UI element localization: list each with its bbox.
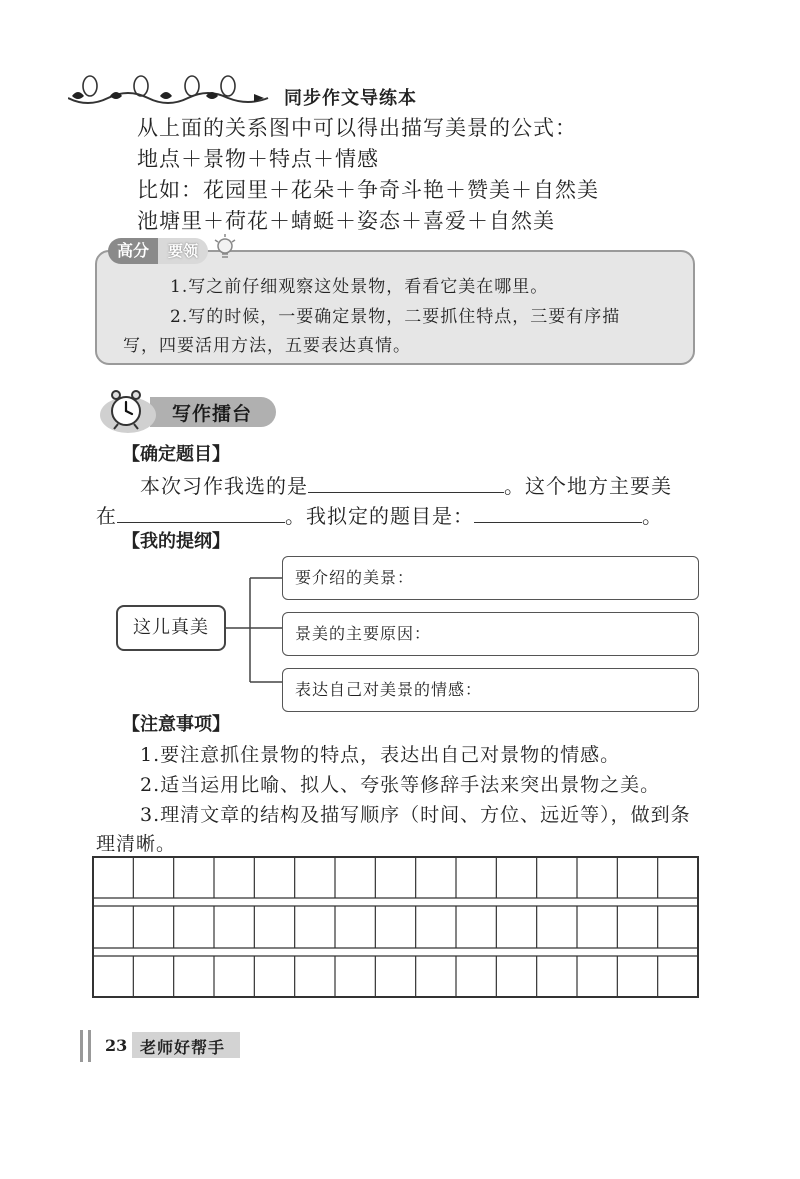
header-title: 同步作文导练本 (284, 88, 417, 109)
tips-badge-right: 要领 (158, 238, 208, 264)
outline-box-reason[interactable]: 景美的主要原因： (282, 612, 699, 656)
topic-text: 本次习作我选的是 (140, 474, 308, 498)
header-vine-decoration (68, 72, 273, 108)
note-item: 1.要注意抓住景物的特点，表达出自己对景物的情感。 (140, 744, 621, 766)
tip-item: 2.写的时候，一要确定景物，二要抓住特点，三要有序描 (170, 307, 621, 327)
note-item: 理清晰。 (96, 833, 177, 855)
topic-line (96, 500, 663, 529)
lightbulb-icon (212, 232, 238, 260)
intro-line: 从上面的关系图中可以得出描写美景的公式： (137, 116, 577, 140)
outline-box-feeling[interactable]: 表达自己对美景的情感： (282, 668, 699, 712)
beauty-blank[interactable] (117, 504, 285, 523)
outline-heading: 【我的提纲】 (122, 531, 230, 552)
footer-bars (80, 1030, 100, 1062)
topic-line (140, 470, 672, 499)
page-number: 23 (105, 1036, 128, 1055)
alarm-clock-icon (98, 387, 160, 437)
note-item: 2.适当运用比喻、拟人、夸张等修辞手法来突出景物之美。 (140, 774, 661, 796)
tips-badge-left: 高分 (108, 238, 158, 264)
notes-heading: 【注意事项】 (122, 714, 230, 735)
outline-box-scenery[interactable]: 要介绍的美景： (282, 556, 699, 600)
topic-text: 。 (642, 504, 663, 528)
topic-heading: 【确定题目】 (122, 444, 230, 465)
example-line: 池塘里＋荷花＋蜻蜓＋姿态＋喜爱＋自然美 (137, 209, 555, 233)
outline-center-box: 这儿真美 (116, 605, 226, 651)
tip-item: 写，四要活用方法，五要表达真情。 (123, 336, 411, 356)
footer-label: 老师好帮手 (140, 1038, 226, 1057)
example-line: 比如：花园里＋花朵＋争奇斗艳＋赞美＋自然美 (137, 178, 599, 202)
topic-text: 在 (96, 504, 117, 528)
section-title: 写作擂台 (172, 403, 253, 425)
writing-grid[interactable] (92, 856, 700, 1000)
title-blank[interactable] (474, 504, 642, 523)
tip-item: 1.写之前仔细观察这处景物，看看它美在哪里。 (170, 277, 549, 297)
topic-text: 。这个地方主要美 (504, 474, 672, 498)
place-blank[interactable] (308, 474, 504, 493)
note-item: 3.理清文章的结构及描写顺序（时间、方位、远近等），做到条 (140, 804, 691, 826)
topic-text: 。我拟定的题目是： (285, 504, 474, 528)
formula-line: 地点＋景物＋特点＋情感 (137, 147, 379, 171)
